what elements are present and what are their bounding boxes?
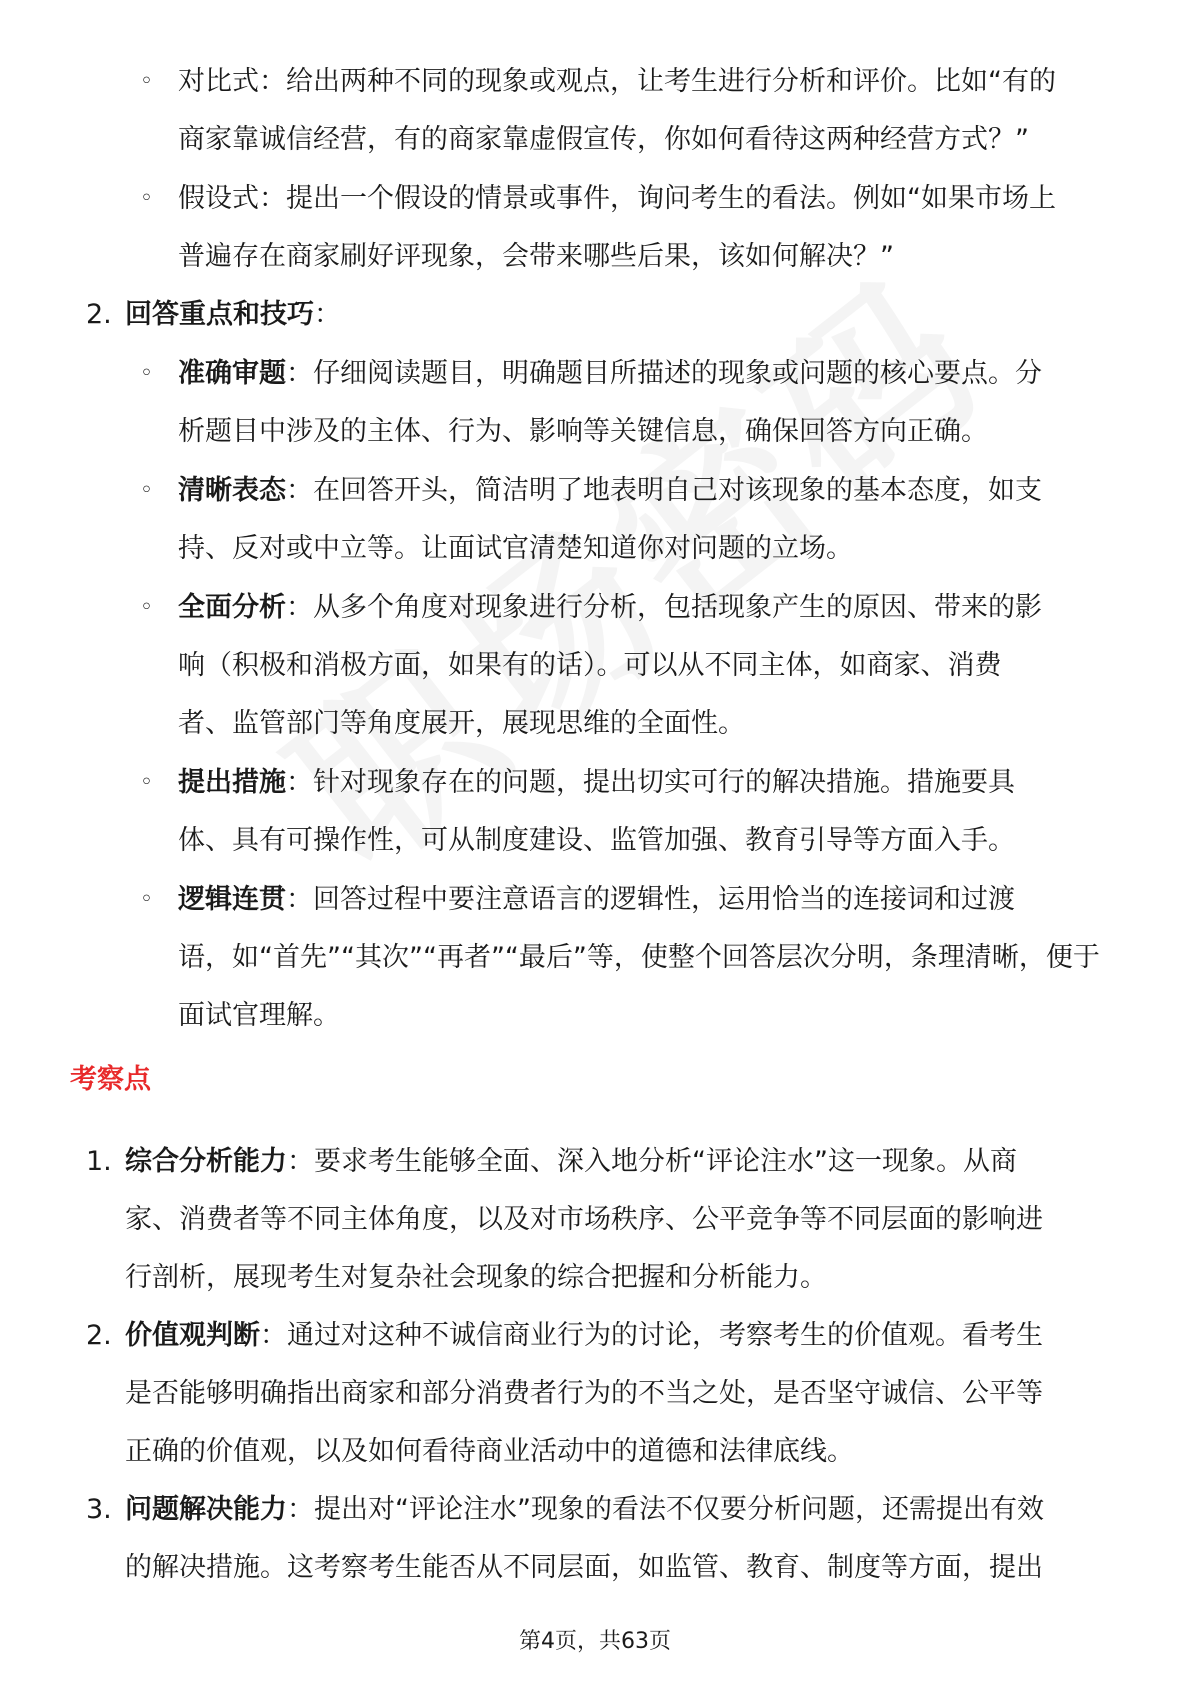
item-term: 综合分析能力 bbox=[125, 1146, 287, 1177]
item-text: 的解决措施。这考察考生能否从不同层面，如监管、教育、制度等方面，提出 bbox=[125, 1552, 1043, 1583]
bullet-text: 普遍存在商家刷好评现象，会带来哪些后果，该如何解决？” bbox=[178, 241, 894, 272]
bullet-term: 准确审题 bbox=[178, 358, 286, 389]
list-item bbox=[178, 181, 1056, 217]
list-number: 2. bbox=[86, 1320, 112, 1351]
bullet-marker: ◦ bbox=[140, 595, 153, 620]
bullet-text: ：在回答开头，简洁明了地表明自己对该现象的基本态度，如支 bbox=[286, 475, 1042, 506]
bullet-text: 商家靠诚信经营，有的商家靠虚假宣传，你如何看待这两种经营方式？” bbox=[178, 124, 1029, 155]
item-term: 问题解决能力 bbox=[125, 1494, 287, 1525]
bullet-marker: ◦ bbox=[140, 69, 153, 94]
bullet-text: 析题目中涉及的主体、行为、影响等关键信息，确保回答方向正确。 bbox=[178, 416, 988, 447]
bullet-term: 提出措施 bbox=[178, 767, 286, 798]
bullet-text: 持、反对或中立等。让面试官清楚知道你对问题的立场。 bbox=[178, 533, 853, 564]
item-text: 行剖析，展现考生对复杂社会现象的综合把握和分析能力。 bbox=[125, 1262, 827, 1293]
list-item bbox=[178, 882, 1015, 918]
list-item bbox=[178, 356, 1042, 392]
section-title bbox=[125, 297, 341, 333]
item-text: 正确的价值观，以及如何看待商业活动中的道德和法律底线。 bbox=[125, 1436, 854, 1467]
bullet-term: 清晰表态 bbox=[178, 475, 286, 506]
bullet-text: ：提出一个假设的情景或事件，询问考生的看法。例如“如果市场上 bbox=[259, 183, 1056, 214]
bullet-text: ：针对现象存在的问题，提出切实可行的解决措施。措施要具 bbox=[286, 767, 1015, 798]
bullet-term: 对比式 bbox=[178, 66, 259, 97]
item-text: ：提出对“评论注水”现象的看法不仅要分析问题，还需提出有效 bbox=[287, 1494, 1044, 1525]
bullet-text: 者、监管部门等角度展开，展现思维的全面性。 bbox=[178, 708, 745, 739]
bullet-term: 假设式 bbox=[178, 183, 259, 214]
bullet-text: 语，如“首先”“其次”“再者”“最后”等，使整个回答层次分明，条理清晰，便于 bbox=[178, 942, 1100, 973]
item-term: 价值观判断 bbox=[125, 1320, 260, 1351]
item-text: 是否能够明确指出商家和部分消费者行为的不当之处，是否坚守诚信、公平等 bbox=[125, 1378, 1043, 1409]
bullet-term: 全面分析 bbox=[178, 592, 286, 623]
bullet-text: ：给出两种不同的现象或观点，让考生进行分析和评价。比如“有的 bbox=[259, 66, 1056, 97]
bullet-marker: ◦ bbox=[140, 770, 153, 795]
bullet-text: ：从多个角度对现象进行分析，包括现象产生的原因、带来的影 bbox=[286, 592, 1042, 623]
bullet-term: 逻辑连贯 bbox=[178, 884, 286, 915]
list-item bbox=[178, 64, 1056, 100]
bullet-text: ：回答过程中要注意语言的逻辑性，运用恰当的连接词和过渡 bbox=[286, 884, 1015, 915]
bullet-marker: ◦ bbox=[140, 361, 153, 386]
list-item bbox=[125, 1492, 1044, 1528]
item-text: ：通过对这种不诚信商业行为的讨论，考察考生的价值观。看考生 bbox=[260, 1320, 1043, 1351]
list-number: 1. bbox=[86, 1146, 112, 1177]
bullet-text: 体、具有可操作性，可从制度建设、监管加强、教育引导等方面入手。 bbox=[178, 825, 1015, 856]
section-heading: 考察点 bbox=[70, 1064, 151, 1095]
list-item bbox=[178, 765, 1015, 801]
list-number: 2. bbox=[86, 299, 112, 330]
list-item bbox=[125, 1144, 1017, 1180]
colon: ： bbox=[314, 299, 341, 330]
bullet-marker: ◦ bbox=[140, 186, 153, 211]
item-text: ：要求考生能够全面、深入地分析“评论注水”这一现象。从商 bbox=[287, 1146, 1017, 1177]
bullet-marker: ◦ bbox=[140, 478, 153, 503]
bullet-text: 面试官理解。 bbox=[178, 1000, 340, 1031]
section-title-text: 回答重点和技巧 bbox=[125, 299, 314, 330]
list-item bbox=[178, 590, 1042, 626]
item-text: 家、消费者等不同主体角度，以及对市场秩序、公平竞争等不同层面的影响进 bbox=[125, 1204, 1043, 1235]
page-number: 第4页，共63页 bbox=[519, 1629, 671, 1654]
list-item bbox=[125, 1318, 1043, 1354]
list-item bbox=[178, 473, 1042, 509]
bullet-marker: ◦ bbox=[140, 887, 153, 912]
bullet-text: 响（积极和消极方面，如果有的话）。可以从不同主体，如商家、消费 bbox=[178, 650, 1002, 681]
bullet-text: ：仔细阅读题目，明确题目所描述的现象或问题的核心要点。分 bbox=[286, 358, 1042, 389]
list-number: 3. bbox=[86, 1494, 112, 1525]
